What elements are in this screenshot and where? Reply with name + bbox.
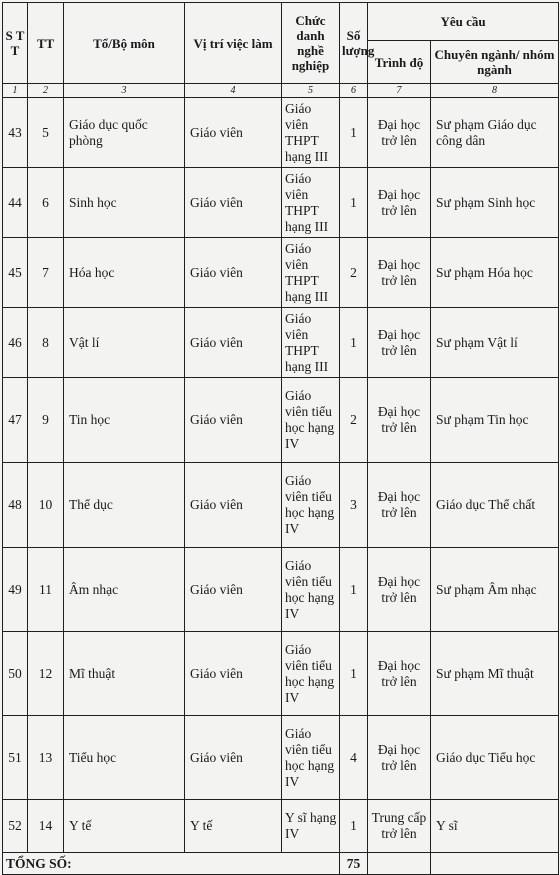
cell-title: Giáo viên tiểu học hạng IV	[282, 716, 340, 800]
table-row	[3, 168, 559, 238]
cell-department: Mĩ thuật	[64, 632, 185, 716]
column-number: 4	[185, 84, 282, 98]
total-label: TỔNG SỐ:	[3, 853, 340, 875]
cell-quantity: 2	[340, 238, 368, 308]
cell-level: Đại học trở lên	[368, 238, 431, 308]
cell-major: Giáo dục Tiểu học	[431, 716, 559, 800]
table-row	[3, 98, 559, 168]
cell-department: Tin học	[64, 378, 185, 463]
column-number: 8	[431, 84, 559, 98]
header-tt: TT	[28, 3, 64, 84]
table-row	[3, 632, 559, 716]
column-number: 1	[3, 84, 28, 98]
header-level: Trình độ	[368, 41, 431, 84]
cell-department: Âm nhạc	[64, 548, 185, 632]
cell-department: Thể dục	[64, 463, 185, 548]
cell-title: Giáo viên tiểu học hạng IV	[282, 463, 340, 548]
cell-tt: 6	[28, 168, 64, 238]
cell-department: Tiểu học	[64, 716, 185, 800]
cell-stt: 45	[3, 238, 28, 308]
table-row	[3, 800, 559, 853]
header-department: Tổ/Bộ môn	[64, 3, 185, 84]
cell-stt: 43	[3, 98, 28, 168]
cell-major: Sư phạm Hóa học	[431, 238, 559, 308]
cell-stt: 47	[3, 378, 28, 463]
cell-stt: 52	[3, 800, 28, 853]
cell-title: Giáo viên THPT hạng III	[282, 238, 340, 308]
cell-quantity: 3	[340, 463, 368, 548]
cell-position: Giáo viên	[185, 168, 282, 238]
cell-title: Giáo viên THPT hạng III	[282, 98, 340, 168]
column-number: 7	[368, 84, 431, 98]
cell-title: Giáo viên tiểu học hạng IV	[282, 378, 340, 463]
cell-level: Trung cấp trở lên	[368, 800, 431, 853]
cell-quantity: 1	[340, 168, 368, 238]
cell-tt: 13	[28, 716, 64, 800]
cell-department: Sinh học	[64, 168, 185, 238]
cell-tt: 11	[28, 548, 64, 632]
cell-department: Giáo dục quốc phòng	[64, 98, 185, 168]
cell-position: Giáo viên	[185, 308, 282, 378]
header-quantity: Số lượng	[340, 3, 368, 84]
staffing-table	[2, 2, 559, 875]
cell-department: Y tế	[64, 800, 185, 853]
table-row	[3, 463, 559, 548]
header-title: Chức danh nghề nghiệp	[282, 3, 340, 84]
header-position: Vị trí việc làm	[185, 3, 282, 84]
column-number: 3	[64, 84, 185, 98]
cell-tt: 5	[28, 98, 64, 168]
cell-major: Sư phạm Tin học	[431, 378, 559, 463]
cell-title: Y sĩ hạng IV	[282, 800, 340, 853]
cell-level: Đại học trở lên	[368, 716, 431, 800]
cell-level: Đại học trở lên	[368, 632, 431, 716]
cell-stt: 44	[3, 168, 28, 238]
cell-quantity: 1	[340, 632, 368, 716]
cell-stt: 49	[3, 548, 28, 632]
cell-position: Giáo viên	[185, 463, 282, 548]
total-empty-cell	[368, 853, 431, 875]
cell-position: Giáo viên	[185, 716, 282, 800]
cell-title: Giáo viên THPT hạng III	[282, 168, 340, 238]
cell-title: Giáo viên THPT hạng III	[282, 308, 340, 378]
cell-level: Đại học trở lên	[368, 463, 431, 548]
cell-stt: 51	[3, 716, 28, 800]
cell-level: Đại học trở lên	[368, 378, 431, 463]
total-row	[3, 853, 559, 875]
cell-stt: 46	[3, 308, 28, 378]
cell-level: Đại học trở lên	[368, 98, 431, 168]
cell-position: Giáo viên	[185, 98, 282, 168]
cell-level: Đại học trở lên	[368, 308, 431, 378]
cell-quantity: 1	[340, 800, 368, 853]
cell-tt: 12	[28, 632, 64, 716]
cell-position: Y tế	[185, 800, 282, 853]
cell-tt: 8	[28, 308, 64, 378]
cell-department: Hóa học	[64, 238, 185, 308]
cell-tt: 14	[28, 800, 64, 853]
header-stt: S T T	[3, 3, 28, 84]
cell-stt: 48	[3, 463, 28, 548]
total-quantity: 75	[340, 853, 368, 875]
cell-quantity: 2	[340, 378, 368, 463]
cell-level: Đại học trở lên	[368, 548, 431, 632]
cell-position: Giáo viên	[185, 632, 282, 716]
cell-quantity: 1	[340, 308, 368, 378]
cell-title: Giáo viên tiểu học hạng IV	[282, 632, 340, 716]
cell-quantity: 1	[340, 98, 368, 168]
cell-major: Sư phạm Giáo dục công dân	[431, 98, 559, 168]
cell-major: Sư phạm Mĩ thuật	[431, 632, 559, 716]
cell-position: Giáo viên	[185, 378, 282, 463]
column-number: 6	[340, 84, 368, 98]
header-major: Chuyên ngành/ nhóm ngành	[431, 41, 559, 84]
cell-major: Y sĩ	[431, 800, 559, 853]
cell-position: Giáo viên	[185, 548, 282, 632]
cell-department: Vật lí	[64, 308, 185, 378]
cell-stt: 50	[3, 632, 28, 716]
cell-quantity: 4	[340, 716, 368, 800]
column-number-row	[3, 84, 559, 98]
cell-tt: 10	[28, 463, 64, 548]
column-number: 5	[282, 84, 340, 98]
cell-tt: 9	[28, 378, 64, 463]
cell-title: Giáo viên tiểu học hạng IV	[282, 548, 340, 632]
total-empty-cell	[431, 853, 559, 875]
column-number: 2	[28, 84, 64, 98]
table-row	[3, 238, 559, 308]
table-row	[3, 378, 559, 463]
cell-major: Sư phạm Sinh học	[431, 168, 559, 238]
cell-quantity: 1	[340, 548, 368, 632]
table-row	[3, 308, 559, 378]
cell-major: Giáo dục Thể chất	[431, 463, 559, 548]
table-row	[3, 716, 559, 800]
table-row	[3, 548, 559, 632]
cell-level: Đại học trở lên	[368, 168, 431, 238]
header-requirements: Yêu cầu	[368, 3, 559, 41]
cell-major: Sư phạm Âm nhạc	[431, 548, 559, 632]
cell-major: Sư phạm Vật lí	[431, 308, 559, 378]
cell-position: Giáo viên	[185, 238, 282, 308]
cell-tt: 7	[28, 238, 64, 308]
